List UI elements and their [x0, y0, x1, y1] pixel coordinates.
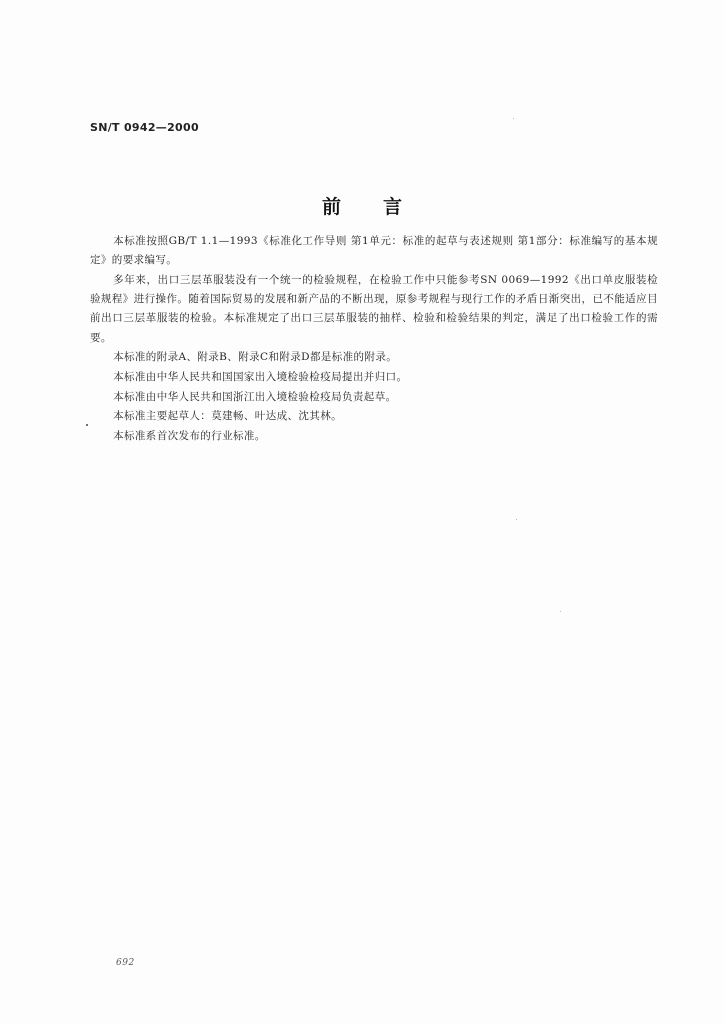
- scan-speck: [560, 611, 561, 612]
- scan-mark: [86, 424, 88, 426]
- page-number: 692: [116, 958, 135, 968]
- foreword-body: [90, 232, 658, 446]
- paragraph-drafting-unit: 本标准由中华人民共和国浙江出入境检验检疫局负责起草。: [113, 390, 397, 403]
- paragraph-first-release: 本标准系首次发布的行业标准。: [113, 430, 266, 443]
- paragraph-background: 多年来，出口三层革服装没有一个统一的检验规程，在检验工作中只能参考SN 0069—1992《出口单皮服装检验规程》进行操作。随着国际贸易的发展和新产品的不断出现，原参考规程与现行工作的矛盾日渐突出，已不能适应目前出口三层革服装的检验。本标准规定了出口三层革服装的抽样、检验和检验结果的判定，满足了出口检验工作的需要。: [90, 273, 658, 344]
- page-title: 前言: [321, 196, 444, 218]
- standard-code: SN/T 0942—2000: [90, 121, 199, 134]
- paragraph-drafting-basis: 本标准按照GB/T 1.1—1993《标准化工作导则 第1单元：标准的起草与表述规则 第1部分：标准编写的基本规定》的要求编写。: [90, 235, 658, 267]
- paragraph-appendices: 本标准的附录A、附录B、附录C和附录D都是标准的附录。: [113, 351, 398, 364]
- scan-speck: [516, 519, 517, 520]
- paragraph-drafters: 本标准主要起草人：莫建畅、叶达成、沈其林。: [113, 410, 342, 423]
- scan-speck: [513, 118, 514, 119]
- paragraph-proposer: 本标准由中华人民共和国国家出入境检验检疫局提出并归口。: [113, 370, 408, 383]
